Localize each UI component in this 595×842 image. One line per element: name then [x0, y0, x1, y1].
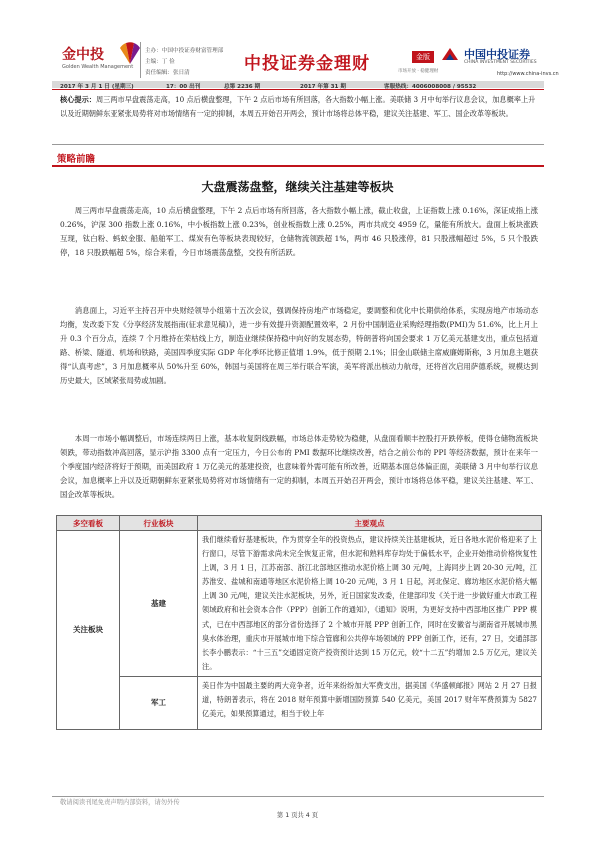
logo-left-sub: Golden Wealth Management	[62, 64, 134, 70]
paragraph-1: 周三两市早盘震荡走高，10 点后横盘整理，下午 2 点后市场有所回落，各大指数小幅上涨，截止收盘，上证指数上涨 0.16%，深证成指上涨 0.26%，沪深 300 指数上涨 0.16%，中小板指数上涨 0.23%，创业板指数上涨 0.25%，两市共成交 4959 亿，量能有所放大。盘面上板块涨跌互现，钛白粉、蚂蚁金服、船舶军工、煤炭有色等板块表现较好，仓储物流领跌超 1%，两市 46 只股涨停，81 只股涨幅超过 5%，5 只个股跌停，18 只股跌幅超 5%，综合来看，今日市场震荡盘整，交投有所活跃。	[60, 206, 538, 258]
sector-view-table	[56, 515, 542, 730]
table-row	[57, 531, 542, 677]
page-number: 第 1 页共 4 页	[276, 812, 319, 819]
header-rule	[52, 89, 544, 90]
logo-right-en: CHINA INVESTMENT SECURITIES	[464, 60, 537, 65]
core-summary	[60, 93, 540, 120]
table-row	[57, 676, 542, 729]
editor: 主编：丁 俭	[145, 59, 175, 65]
issue-time: 17：00 出刊	[166, 83, 201, 90]
publication-title: 中投证券金理财	[244, 54, 370, 74]
table-header: 主要观点	[198, 516, 542, 531]
paragraph-3: 本周一市场小幅调整后，市场连续两日上涨，基本收复阴线跌幅，市场总体走势较为稳健，从盘面看顺丰控股打开跌停板，使得仓储物流板块领跌，带动指数冲高回落，显示沪指 3300 点有一定压力，今日公布的 PMI 数据环比继续改善，结合之前公布的 PPI 等经济数据，预计在来年一个季度国内经济将好于预期，而美国政府 1 万亿美元的基建投资，也意味着外需可能有所改善，近期基本面总体偏正面，美联储 3 月中旬举行议息会议，加息概率上升以及近期朝鲜东亚紧张局势将对市场情绪有一定的抑制，本周五开始召开两会，预计市场将总体平稳，建议关注基建、军工、国企改革等板块。	[60, 434, 538, 500]
footer-disclaimer: 敬请阅读刊尾免责声明内部资料，请勿外传	[60, 799, 180, 806]
summary-rule	[52, 144, 544, 145]
issue-date: 2017 年 3 月 1 日 (星期三)	[60, 83, 134, 90]
article-headline: 大盘震荡盘整，继续关注基建等板块	[201, 180, 394, 194]
table-header: 多空看板	[57, 516, 120, 531]
sector-cell: 基建	[120, 531, 198, 677]
header-divider	[140, 42, 141, 78]
sector-cell: 军工	[120, 676, 198, 729]
sponsor: 主办：中国中投证券财富管理部	[145, 48, 224, 54]
hotline: 客服热线：4006008008 / 95532	[384, 83, 477, 90]
website-link[interactable]: http://www.china-invs.cn	[497, 71, 559, 77]
section-title: 策略前瞻	[57, 154, 96, 165]
table-header: 行业板块	[120, 516, 198, 531]
cis-logo-icon	[440, 46, 460, 62]
view-cell: 美日作为中国最主要的两大竞争者，近年来纷纷加大军费支出，据美国《华盛顿邮报》网站 2 月 27 日报道，特朗普表示，将在 2018 财年预算中新增国防预算 540 亿美元，美国 2017 财年军费预算为 5827 亿美元，如果预算通过，相当于较上年	[198, 676, 542, 729]
section-rule	[52, 165, 544, 167]
logo-right: 中国中投证券	[464, 48, 530, 61]
summary-label: 核心提示：	[60, 95, 96, 104]
view-cell: 我们继续看好基建板块，作为贯穿全年的投资热点，建议持续关注基建板块，近日各地水泥价格迎来了上行窗口，尽管下游需求尚未完全恢复正常，但水泥和熟料库存均处于偏低水平，企业开始推动价格恢复性上调，3 月 1 日，江苏南部、浙江北部地区推动水泥价格上调 30 元/吨，上海同步上调 20-30 元/吨，江苏淮安、盐城和南通等地区水泥价格上调 10-20 元/吨，3 月 1 日起，河北保定、廊坊地区水泥价格大幅上调 30 元/吨，建议关注水泥板块，另外，近日国家发改委，住建部印发《关于进一步做好重大市政工程领域政府和社会资本合作（PPP）创新工作的通知》，《通知》说明，为更好支持中西部地区推广 PPP 模式，已在中西部地区的部分省份选择了 2 个城市开展 PPP 创新工作，同时在安徽省与湖南省开展城市黑臭水体治理，重庆市开展城市地下综合管廊和公共停车场领域的 PPP 创新工作，还有，27 日，交通部部长李小鹏表示：“十三五”交通固定资产投资预计达到 15 万亿元，较“十二五”约增加 2.5 万亿元，建议关注。	[198, 531, 542, 677]
total-issue: 总第 2236 期	[224, 83, 261, 90]
paragraph-2: 消息面上，习近平主持召开中央财经领导小组第十五次会议，强调保持房地产市场稳定，要调整和优化中长期供给体系，实现房地产市场动态均衡，发改委下发《分享经济发展指南(征求意见稿)》，进一步有效提升资源配置效率，2 月份中国制造业采购经理指数(PMI)为 51.6%，比上月上升 0.3 个百分点，连续 7 个月维持在荣枯线上方，制造业继续保持稳中向好的发展态势，特朗普将向国会要求 1 万亿美元基建支出，重点包括道路、桥梁、隧道、机场和铁路，美国四季度实际 GDP 年化季环比修正值增 1.9%，低于预期 2.1%；旧金山联储主席威廉姆斯称，3 月加息主题获得“认真考虑”，3 月加息概率从 50%升至 60%，韩国与美国将在周三举行联合军演，美军将派出核动力航母，还将首次启用萨德系统，规模达到历史最大，区域紧张局势或加剧。	[60, 306, 538, 386]
table-header-row	[57, 516, 542, 531]
summary-text: 周三两市早盘震荡走高，10 点后横盘整理，下午 2 点后市场有所回落，各大指数小幅上涨。美联储 3 月中旬举行议息会议，加息概率上升以及近期朝鲜东亚紧张局势将对市场情绪有一定的抑制，本周五开始召开两会，预计市场将总体平稳，建议关注基建、军工、国企改革等板块。	[60, 95, 536, 118]
group-cell: 关注板块	[57, 531, 120, 730]
edition-badge: 金版	[412, 51, 434, 63]
logo-left: 金中投	[62, 47, 104, 63]
responsible-editor: 责任编辑：张日清	[145, 70, 190, 76]
badge-subtitle: 市场开放 · 稳健理财	[398, 69, 439, 74]
year-issue: 2017 年第 31 期	[300, 83, 346, 90]
